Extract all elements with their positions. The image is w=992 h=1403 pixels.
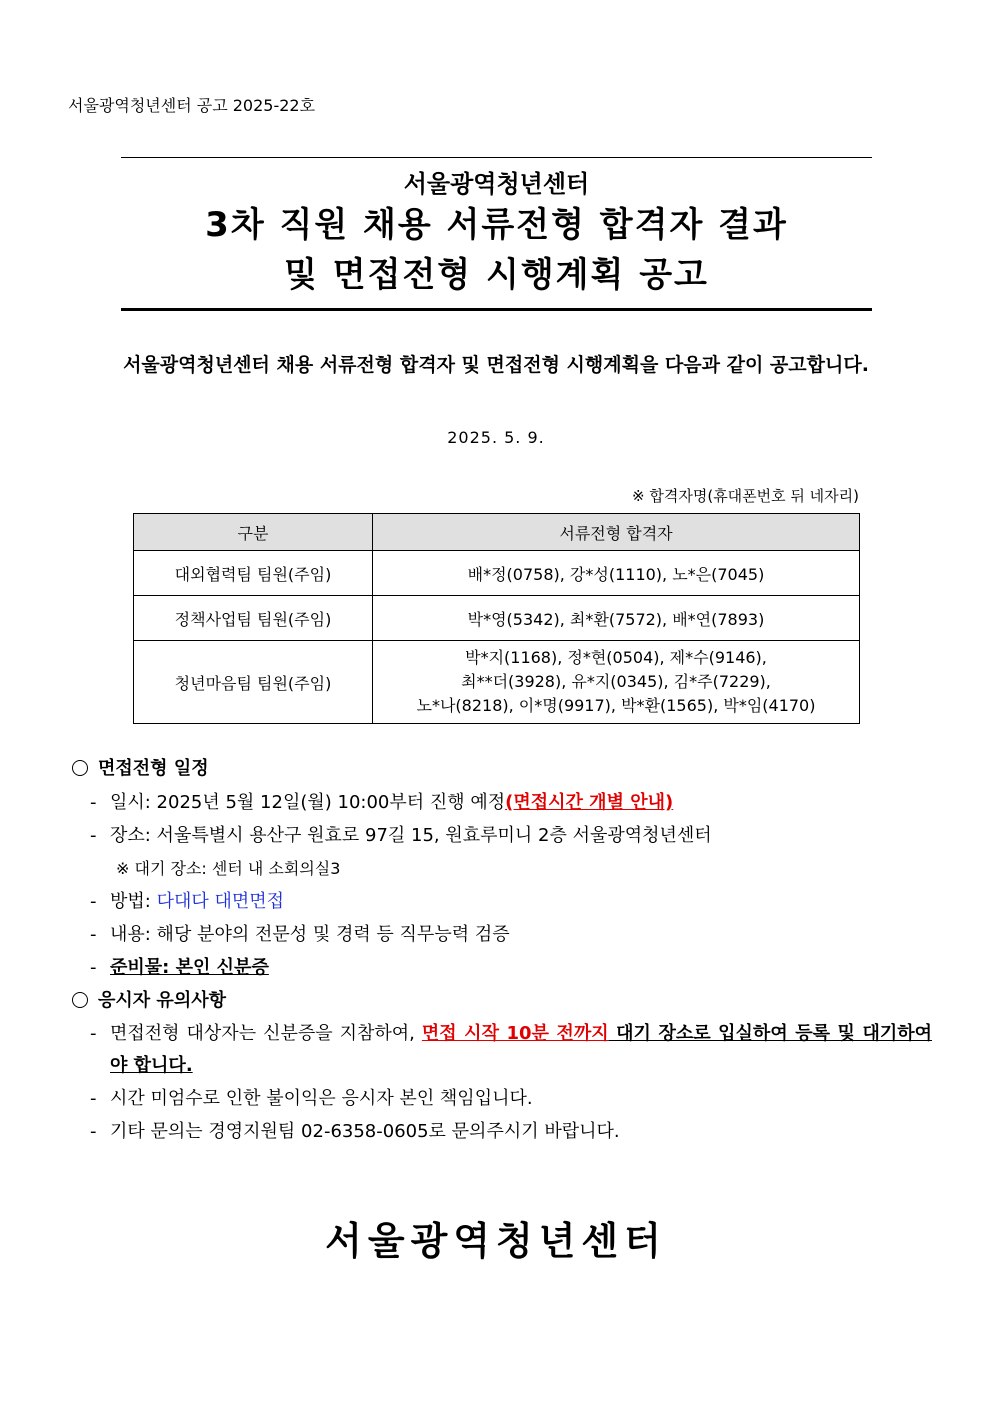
passer-line: 박*영(5342), 최*환(7572), 배*연(7893) (467, 609, 765, 629)
title-line-1: 3차 직원 채용 서류전형 합격자 결과 (205, 205, 788, 245)
place-item: - 장소: 서울특별시 용산구 원효로 97길 15, 원효루미니 2층 서울광역청년센터 (90, 825, 712, 846)
row-passers (373, 551, 860, 596)
passer-line: 노*나(8218), 이*명(9917), 박*환(1565), 박*임(4170) (416, 696, 816, 715)
circle-bullet-icon (72, 760, 88, 776)
section-interview-heading (72, 752, 932, 786)
title-block (121, 157, 872, 311)
footer-org: 서울광역청년센터 (325, 1219, 667, 1263)
method-item: - 방법: 다대다 대면면접 (90, 891, 284, 912)
passer-line: 최**더(3928), 유*지(0345), 김*주(7229), (461, 672, 771, 691)
header-passers: 서류전형 합격자 (373, 514, 860, 551)
method-value: 다대다 대면면접 (156, 891, 284, 912)
note-item: - 시간 미엄수로 인한 불이익은 응시자 본인 책임입니다. (90, 1088, 533, 1109)
sections (72, 752, 932, 1148)
section-title: 응시자 유의사항 (98, 990, 226, 1011)
place-text: 장소: 서울특별시 용산구 원효로 97길 15, 원효루미니 2층 서울광역청년센터 (110, 825, 712, 846)
content-item: - 내용: 해당 분야의 전문성 및 경력 등 직무능력 검증 (90, 924, 510, 945)
table-row (134, 596, 860, 641)
row-category: 청년마음팀 팀원(주임) (134, 641, 373, 724)
schedule-highlight: (면접시간 개별 안내) (505, 792, 674, 813)
table-header-row (134, 514, 860, 551)
row-passers (373, 641, 860, 724)
prep-item: - 준비물: 본인 신분증 (90, 957, 269, 978)
note-item: - 기타 문의는 경영지원팀 02-6358-0605로 문의주시기 바랍니다. (90, 1121, 620, 1142)
schedule-item: - 일시: 2025년 5월 12일(월) 10:00부터 진행 예정(면접시간 개별 안내) (90, 792, 674, 813)
note-item: - 면접전형 대상자는 신분증을 지참하여, 면접 시작 10분 전까지 대기 장소로 입실하여 등록 및 대기하여야 합니다. (90, 1023, 933, 1076)
section-notes-heading (72, 984, 932, 1018)
content-text: 내용: 해당 분야의 전문성 및 경력 등 직무능력 검증 (110, 924, 510, 945)
waiting-note: ※ 대기 장소: 센터 내 소회의실3 (116, 859, 341, 878)
note-text: 면접전형 대상자는 신분증을 지참하여, (110, 1023, 422, 1044)
header-org: 서울광역청년센터 (403, 170, 590, 198)
result-table (133, 513, 860, 724)
circle-bullet-icon (72, 992, 88, 1008)
prep-text: 준비물: 본인 신분증 (110, 957, 269, 978)
notice-date: 2025. 5. 9. (447, 428, 545, 447)
row-category: 정책사업팀 팀원(주임) (134, 596, 373, 641)
header-category: 구분 (134, 514, 373, 551)
table-row (134, 551, 860, 596)
note-highlight: 면접 시작 10분 전까지 (421, 1023, 609, 1044)
title-line-2: 및 면접전형 시행계획 공고 (284, 255, 709, 295)
passer-line: 박*지(1168), 정*현(0504), 제*수(9146), (465, 648, 767, 667)
row-category: 대외협력팀 팀원(주임) (134, 551, 373, 596)
passer-line: 배*정(0758), 강*성(1110), 노*은(7045) (467, 564, 765, 584)
schedule-text: 일시: 2025년 5월 12일(월) 10:00부터 진행 예정 (110, 792, 506, 813)
note-emphasis: 대기 장소로 입실하여 등록 및 대기하여야 합니다. (110, 1023, 933, 1076)
note-text: 시간 미엄수로 인한 불이익은 응시자 본인 책임입니다. (110, 1088, 533, 1109)
row-passers (373, 596, 860, 641)
notice-number: 서울광역청년센터 공고 2025-22호 (68, 96, 316, 115)
note-text: 기타 문의는 경영지원팀 02-6358-0605로 문의주시기 바랍니다. (110, 1121, 620, 1142)
method-label: 방법: (110, 891, 157, 912)
table-row (134, 641, 860, 724)
table-note: ※ 합격자명(휴대폰번호 뒤 네자리) (632, 487, 859, 505)
intro-text: 서울광역청년센터 채용 서류전형 합격자 및 면접전형 시행계획을 다음과 같이 공고합니다. (123, 354, 869, 376)
section-title: 면접전형 일정 (98, 758, 209, 779)
